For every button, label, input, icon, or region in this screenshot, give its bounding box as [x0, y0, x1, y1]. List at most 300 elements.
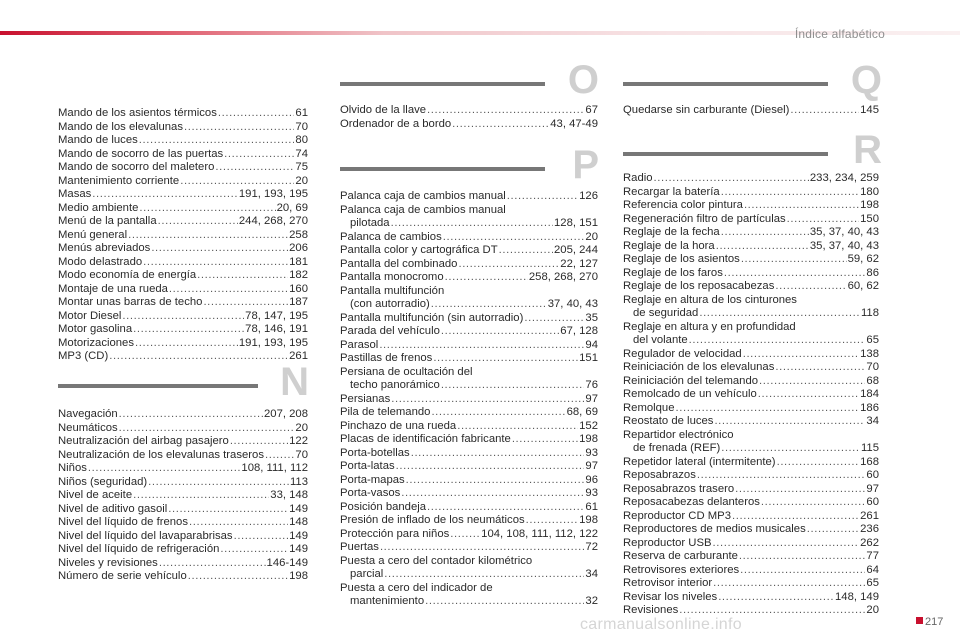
index-entry — [58, 408, 308, 422]
entry-label: Pila de telemando — [340, 406, 431, 418]
entry-pages: 122 — [289, 435, 308, 447]
entry-label: Nivel del líquido del lavaparabrisas — [58, 529, 233, 542]
entry-label: Porta-mapas — [340, 473, 405, 486]
leader-dots — [380, 541, 584, 555]
leader-dots — [406, 474, 585, 488]
entry-label: Radio — [623, 172, 653, 184]
leader-dots — [744, 199, 859, 213]
index-entry — [58, 350, 308, 364]
leader-dots — [384, 568, 584, 582]
index-entry — [623, 429, 879, 443]
leader-dots — [401, 487, 584, 501]
entry-label: Motor Diesel — [58, 309, 122, 322]
leader-dots — [724, 267, 866, 281]
entry-label: Menú general — [58, 228, 128, 241]
index-entry — [340, 312, 598, 326]
entry-pages: 34 — [866, 415, 879, 427]
index-entry — [58, 283, 308, 297]
index-entry — [58, 310, 308, 324]
entry-pages: 258 — [289, 228, 308, 241]
index-entry — [340, 244, 598, 258]
entry-pages: 65 — [866, 334, 879, 346]
entry-pages: 180 — [860, 185, 879, 198]
entry-label: Porta-vasos — [340, 487, 401, 499]
entry-label: (con autorradio) — [350, 298, 430, 310]
entry-label: Montaje de una rueda — [58, 282, 168, 295]
leader-dots — [168, 503, 288, 517]
leader-dots — [787, 213, 859, 227]
entry-label: Parada del vehículo — [340, 325, 440, 337]
index-entry — [623, 172, 879, 186]
entry-label: Pantalla del combinado — [340, 257, 458, 270]
index-entry — [623, 456, 879, 470]
entry-pages: 78, 147, 195 — [245, 309, 308, 322]
entry-label: Nivel de aditivo gasoil — [58, 502, 168, 515]
entry-label: Reglaje de la hora — [623, 239, 715, 252]
index-entry — [340, 231, 598, 245]
index-entry — [623, 469, 879, 483]
section-letter: R — [853, 128, 881, 172]
index-entry — [58, 570, 308, 584]
entry-pages: 20 — [866, 604, 879, 616]
leader-dots — [133, 323, 244, 337]
index-entry — [623, 402, 879, 416]
entry-label: Remolque — [623, 401, 675, 414]
index-list-r — [623, 172, 879, 618]
page-number: 217 — [925, 616, 944, 628]
entry-pages: 59, 62 — [847, 253, 879, 265]
entry-pages: 68 — [866, 374, 879, 387]
entry-label: Porta-latas — [340, 460, 395, 472]
entry-pages: 80 — [295, 134, 308, 146]
watermark: carmanualsonline.info — [580, 616, 742, 633]
entry-pages: 34 — [585, 568, 598, 580]
leader-dots — [158, 215, 238, 229]
entry-label: Olvido de la llave — [340, 104, 427, 116]
index-entry — [623, 577, 879, 591]
leader-dots — [732, 510, 859, 524]
index-entry — [623, 321, 879, 335]
entry-label: Reiniciación de los elevalunas — [623, 361, 775, 373]
entry-pages: 128, 151 — [554, 217, 598, 229]
leader-dots — [716, 240, 809, 254]
entry-pages: 206 — [289, 242, 308, 254]
entry-label: Navegación — [58, 408, 118, 420]
leader-dots — [220, 543, 288, 557]
entry-pages: 113 — [289, 475, 308, 488]
leader-dots — [143, 256, 288, 270]
leader-dots — [215, 161, 294, 175]
section-rule — [623, 82, 828, 86]
index-entry — [340, 366, 598, 380]
index-entry — [623, 591, 879, 605]
entry-label: Mando de los asientos térmicos — [58, 107, 217, 119]
index-entry — [340, 393, 598, 407]
entry-pages: 149 — [289, 502, 308, 515]
entry-pages: 152 — [579, 419, 598, 432]
leader-dots — [761, 496, 866, 510]
leader-dots — [431, 406, 565, 420]
index-entry — [340, 447, 598, 461]
entry-label: Mando de socorro del maletero — [58, 161, 215, 173]
leader-dots — [139, 202, 275, 216]
index-entry — [58, 215, 308, 229]
index-entry — [340, 582, 598, 596]
entry-label: Pantalla multifunción — [340, 284, 445, 297]
leader-dots — [218, 107, 295, 121]
entry-label: Reglaje en altura y en profundidad — [623, 320, 796, 333]
leader-dots — [391, 217, 553, 231]
page-header-title: Índice alfabético — [794, 27, 885, 41]
entry-label: Nivel de aceite — [58, 489, 133, 501]
leader-dots — [457, 420, 578, 434]
section-header-o — [340, 58, 598, 102]
entry-pages: 20 — [585, 230, 598, 243]
index-entry — [340, 433, 598, 447]
entry-label: Reglaje de los asientos — [623, 253, 740, 265]
index-list-o — [340, 104, 598, 131]
leader-dots — [265, 449, 294, 463]
entry-pages: 186 — [860, 401, 879, 414]
leader-dots — [151, 242, 288, 256]
leader-dots — [119, 408, 263, 422]
index-entry — [58, 202, 308, 216]
entry-label: Reglaje en altura de los cinturones — [623, 293, 797, 306]
index-entry — [340, 460, 598, 474]
entry-label: techo panorámico — [350, 379, 440, 391]
entry-pages: 149 — [289, 529, 308, 542]
entry-label: Reserva de carburante — [623, 550, 738, 562]
entry-pages: 70 — [295, 120, 308, 133]
section-rule — [58, 384, 258, 388]
index-entry — [623, 496, 879, 510]
index-entry — [58, 449, 308, 463]
entry-label: Pantalla multifunción (sin autorradio) — [340, 311, 524, 324]
entry-pages: 68, 69 — [566, 406, 598, 418]
index-entry — [623, 280, 879, 294]
entry-pages: 20 — [295, 421, 308, 434]
index-entry — [58, 557, 308, 571]
leader-dots — [714, 415, 865, 429]
entry-label: Reostato de luces — [623, 415, 714, 427]
index-entry — [623, 294, 879, 308]
entry-pages: 261 — [860, 509, 879, 522]
index-entry — [623, 307, 879, 321]
index-entry — [340, 271, 598, 285]
entry-label: Retrovisor interior — [623, 577, 713, 589]
entry-pages: 108, 111, 112 — [241, 462, 308, 474]
entry-label: Quedarse sin carburante (Diesel) — [623, 104, 790, 116]
entry-pages: 198 — [579, 433, 598, 445]
leader-dots — [743, 348, 859, 362]
entry-pages: 20 — [295, 174, 308, 187]
leader-dots — [758, 388, 859, 402]
section-rule — [623, 152, 828, 156]
entry-label: Placas de identificación fabricante — [340, 433, 511, 445]
entry-pages: 182 — [289, 269, 308, 281]
leader-dots — [441, 325, 559, 339]
entry-label: Presión de inflado de los neumáticos — [340, 514, 525, 526]
leader-dots — [499, 244, 553, 258]
leader-dots — [512, 433, 578, 447]
index-entry — [340, 325, 598, 339]
leader-dots — [790, 104, 859, 118]
entry-label: Menú de la pantalla — [58, 215, 157, 227]
entry-label: Pantalla color y cartográfica DT — [340, 244, 498, 256]
entry-label: Nivel del líquido de frenos — [58, 516, 188, 528]
index-entry — [623, 226, 879, 240]
entry-pages: 35, 37, 40, 43 — [809, 226, 879, 238]
entry-label: Neutralización de los elevalunas traseros — [58, 448, 264, 461]
leader-dots — [507, 190, 578, 204]
index-entry — [340, 298, 598, 312]
entry-pages: 32 — [585, 595, 598, 607]
entry-label: Repetidor lateral (intermitente) — [623, 455, 776, 468]
entry-pages: 97 — [585, 460, 598, 472]
entry-pages: 118 — [860, 307, 879, 319]
index-entry — [58, 543, 308, 557]
entry-label: Revisar los niveles — [623, 590, 718, 603]
leader-dots — [92, 188, 238, 202]
entry-label: Reproductor USB — [623, 536, 712, 549]
entry-pages: 149 — [289, 543, 308, 555]
entry-label: Número de serie vehículo — [58, 570, 187, 582]
leader-dots — [197, 269, 288, 283]
index-entry — [623, 483, 879, 497]
leader-dots — [139, 134, 295, 148]
entry-pages: 168 — [860, 455, 879, 468]
entry-label: Montar unas barras de techo — [58, 296, 203, 308]
entry-pages: 78, 146, 191 — [245, 323, 308, 335]
entry-pages: 93 — [585, 487, 598, 499]
entry-pages: 148, 149 — [835, 590, 879, 603]
entry-label: Motorizaciones — [58, 336, 134, 349]
entry-label: Ordenador de a bordo — [340, 117, 452, 130]
index-entry — [58, 188, 308, 202]
entry-label: Pastillas de frenos — [340, 352, 433, 364]
leader-dots — [441, 379, 585, 393]
index-entry — [340, 217, 598, 231]
leader-dots — [775, 280, 846, 294]
entry-pages: 65 — [866, 577, 879, 589]
index-entry — [623, 199, 879, 213]
index-entry — [340, 474, 598, 488]
entry-pages: 60 — [866, 496, 879, 508]
entry-label: mantenimiento — [350, 595, 425, 607]
index-list-p — [340, 190, 598, 609]
entry-pages: 104, 108, 111, 112, 122 — [481, 527, 598, 540]
entry-label: pilotada — [350, 217, 390, 229]
index-entry — [623, 442, 879, 456]
index-entry — [340, 104, 598, 118]
leader-dots — [445, 271, 528, 285]
leader-dots — [450, 528, 480, 542]
index-entry — [623, 388, 879, 402]
entry-pages: 191, 193, 195 — [238, 188, 308, 200]
index-entry — [340, 258, 598, 272]
index-entry — [340, 190, 598, 204]
leader-dots — [431, 298, 547, 312]
leader-dots — [721, 442, 860, 456]
index-entry — [623, 213, 879, 227]
index-list-n — [58, 408, 308, 584]
entry-pages: 37, 40, 43 — [547, 298, 598, 310]
entry-pages: 94 — [585, 338, 598, 351]
index-entry — [340, 568, 598, 582]
entry-pages: 191, 193, 195 — [238, 336, 308, 349]
entry-label: Pinchazo de una rueda — [340, 419, 457, 432]
entry-label: Reiniciación del telemando — [623, 374, 759, 387]
section-letter: P — [572, 143, 598, 187]
entry-pages: 236 — [860, 523, 879, 535]
leader-dots — [654, 172, 809, 186]
leader-dots — [697, 469, 866, 483]
entry-label: Pantalla monocromo — [340, 271, 444, 283]
entry-pages: 262 — [860, 536, 879, 549]
entry-label: Posición bandeja — [340, 500, 427, 513]
entry-label: Modo economía de energía — [58, 269, 197, 281]
entry-label: de seguridad — [633, 307, 699, 319]
entry-label: Regulador de velocidad — [623, 347, 742, 360]
entry-label: Mando de socorro de las puertas — [58, 147, 224, 160]
entry-pages: 61 — [295, 107, 308, 119]
leader-dots — [159, 557, 266, 571]
leader-dots — [169, 283, 288, 297]
entry-pages: 97 — [585, 392, 598, 405]
entry-pages: 67, 128 — [560, 325, 598, 337]
entry-pages: 74 — [295, 147, 308, 160]
entry-label: Masas — [58, 188, 92, 200]
entry-label: Neumáticos — [58, 421, 118, 434]
leader-dots — [689, 334, 866, 348]
entry-pages: 22, 127 — [560, 257, 598, 270]
entry-label: Mantenimiento corriente — [58, 174, 180, 187]
index-entry — [58, 269, 308, 283]
entry-label: Puesta a cero del contador kilométrico — [340, 554, 533, 567]
entry-pages: 146-149 — [266, 556, 308, 569]
entry-label: parcial — [350, 568, 384, 580]
entry-label: Reglaje de los faros — [623, 266, 723, 279]
leader-dots — [224, 148, 294, 162]
section-header-p — [340, 143, 598, 187]
leader-dots — [203, 296, 288, 310]
leader-dots — [741, 253, 847, 267]
entry-label: Referencia color pintura — [623, 199, 743, 211]
entry-pages: 64 — [866, 563, 879, 576]
section-letter: O — [567, 58, 598, 102]
entry-label: Persianas — [340, 392, 391, 405]
leader-dots — [396, 460, 585, 474]
entry-label: Medio ambiente — [58, 201, 139, 214]
entry-label: Repartidor electrónico — [623, 428, 734, 441]
leader-dots — [739, 550, 866, 564]
index-entry — [340, 285, 598, 299]
entry-label: Porta-botellas — [340, 446, 410, 459]
index-entry — [340, 487, 598, 501]
index-entry — [58, 337, 308, 351]
leader-dots — [230, 435, 288, 449]
entry-label: Palanca de cambios — [340, 230, 442, 243]
index-entry — [623, 267, 879, 281]
entry-label: de frenada (REF) — [633, 442, 721, 454]
entry-label: Regeneración filtro de partículas — [623, 212, 786, 225]
index-entry — [623, 361, 879, 375]
index-entry — [340, 379, 598, 393]
entry-pages: 244, 268, 270 — [238, 215, 308, 227]
index-entry — [340, 339, 598, 353]
index-entry — [58, 296, 308, 310]
leader-dots — [526, 514, 579, 528]
entry-label: Parasol — [340, 338, 379, 351]
section-header-n — [58, 360, 308, 404]
leader-dots — [189, 516, 288, 530]
index-entry — [58, 530, 308, 544]
entry-label: MP3 (CD) — [58, 350, 109, 362]
index-entry — [623, 523, 879, 537]
index-entry — [340, 406, 598, 420]
index-entry — [623, 253, 879, 267]
index-entry — [623, 104, 879, 118]
entry-pages: 184 — [860, 388, 879, 400]
index-entry — [340, 595, 598, 609]
entry-pages: 72 — [585, 541, 598, 553]
leader-dots — [458, 258, 559, 272]
index-entry — [58, 134, 308, 148]
index-entry — [58, 516, 308, 530]
entry-pages: 60, 62 — [847, 280, 879, 292]
leader-dots — [180, 175, 294, 189]
entry-label: Reposacabezas delanteros — [623, 496, 760, 508]
index-entry — [623, 510, 879, 524]
entry-label: Puertas — [340, 541, 379, 553]
entry-pages: 126 — [579, 190, 598, 202]
entry-pages: 70 — [866, 361, 879, 373]
entry-label: Reproductores de medios musicales — [623, 523, 806, 535]
entry-pages: 198 — [289, 570, 308, 582]
section-rule — [340, 82, 545, 86]
index-entry — [58, 242, 308, 256]
index-entry — [58, 422, 308, 436]
entry-pages: 35, 37, 40, 43 — [809, 239, 879, 252]
entry-label: Puesta a cero del indicador de — [340, 581, 493, 594]
leader-dots — [427, 501, 584, 515]
index-entry — [623, 537, 879, 551]
entry-pages: 205, 244 — [554, 244, 598, 256]
index-entry — [340, 420, 598, 434]
entry-pages: 77 — [866, 550, 879, 562]
index-entry — [340, 528, 598, 542]
entry-pages: 86 — [866, 266, 879, 279]
section-rule — [340, 167, 545, 171]
index-entry — [623, 240, 879, 254]
index-entry — [623, 334, 879, 348]
entry-label: Niveles y revisiones — [58, 556, 158, 569]
entry-label: Palanca caja de cambios manual — [340, 203, 506, 216]
entry-label: Revisiones — [623, 604, 679, 616]
entry-label: Mando de los elevalunas — [58, 120, 183, 133]
entry-pages: 33, 148 — [270, 489, 308, 501]
entry-pages: 258, 268, 270 — [528, 271, 598, 283]
entry-label: Mando de luces — [58, 134, 138, 146]
index-entry — [623, 375, 879, 389]
index-entry — [58, 121, 308, 135]
index-entry — [623, 564, 879, 578]
index-entry — [623, 348, 879, 362]
entry-pages: 207, 208 — [264, 408, 308, 420]
entry-pages: 60 — [866, 469, 879, 481]
leader-dots — [411, 447, 585, 461]
entry-pages: 61 — [585, 500, 598, 513]
